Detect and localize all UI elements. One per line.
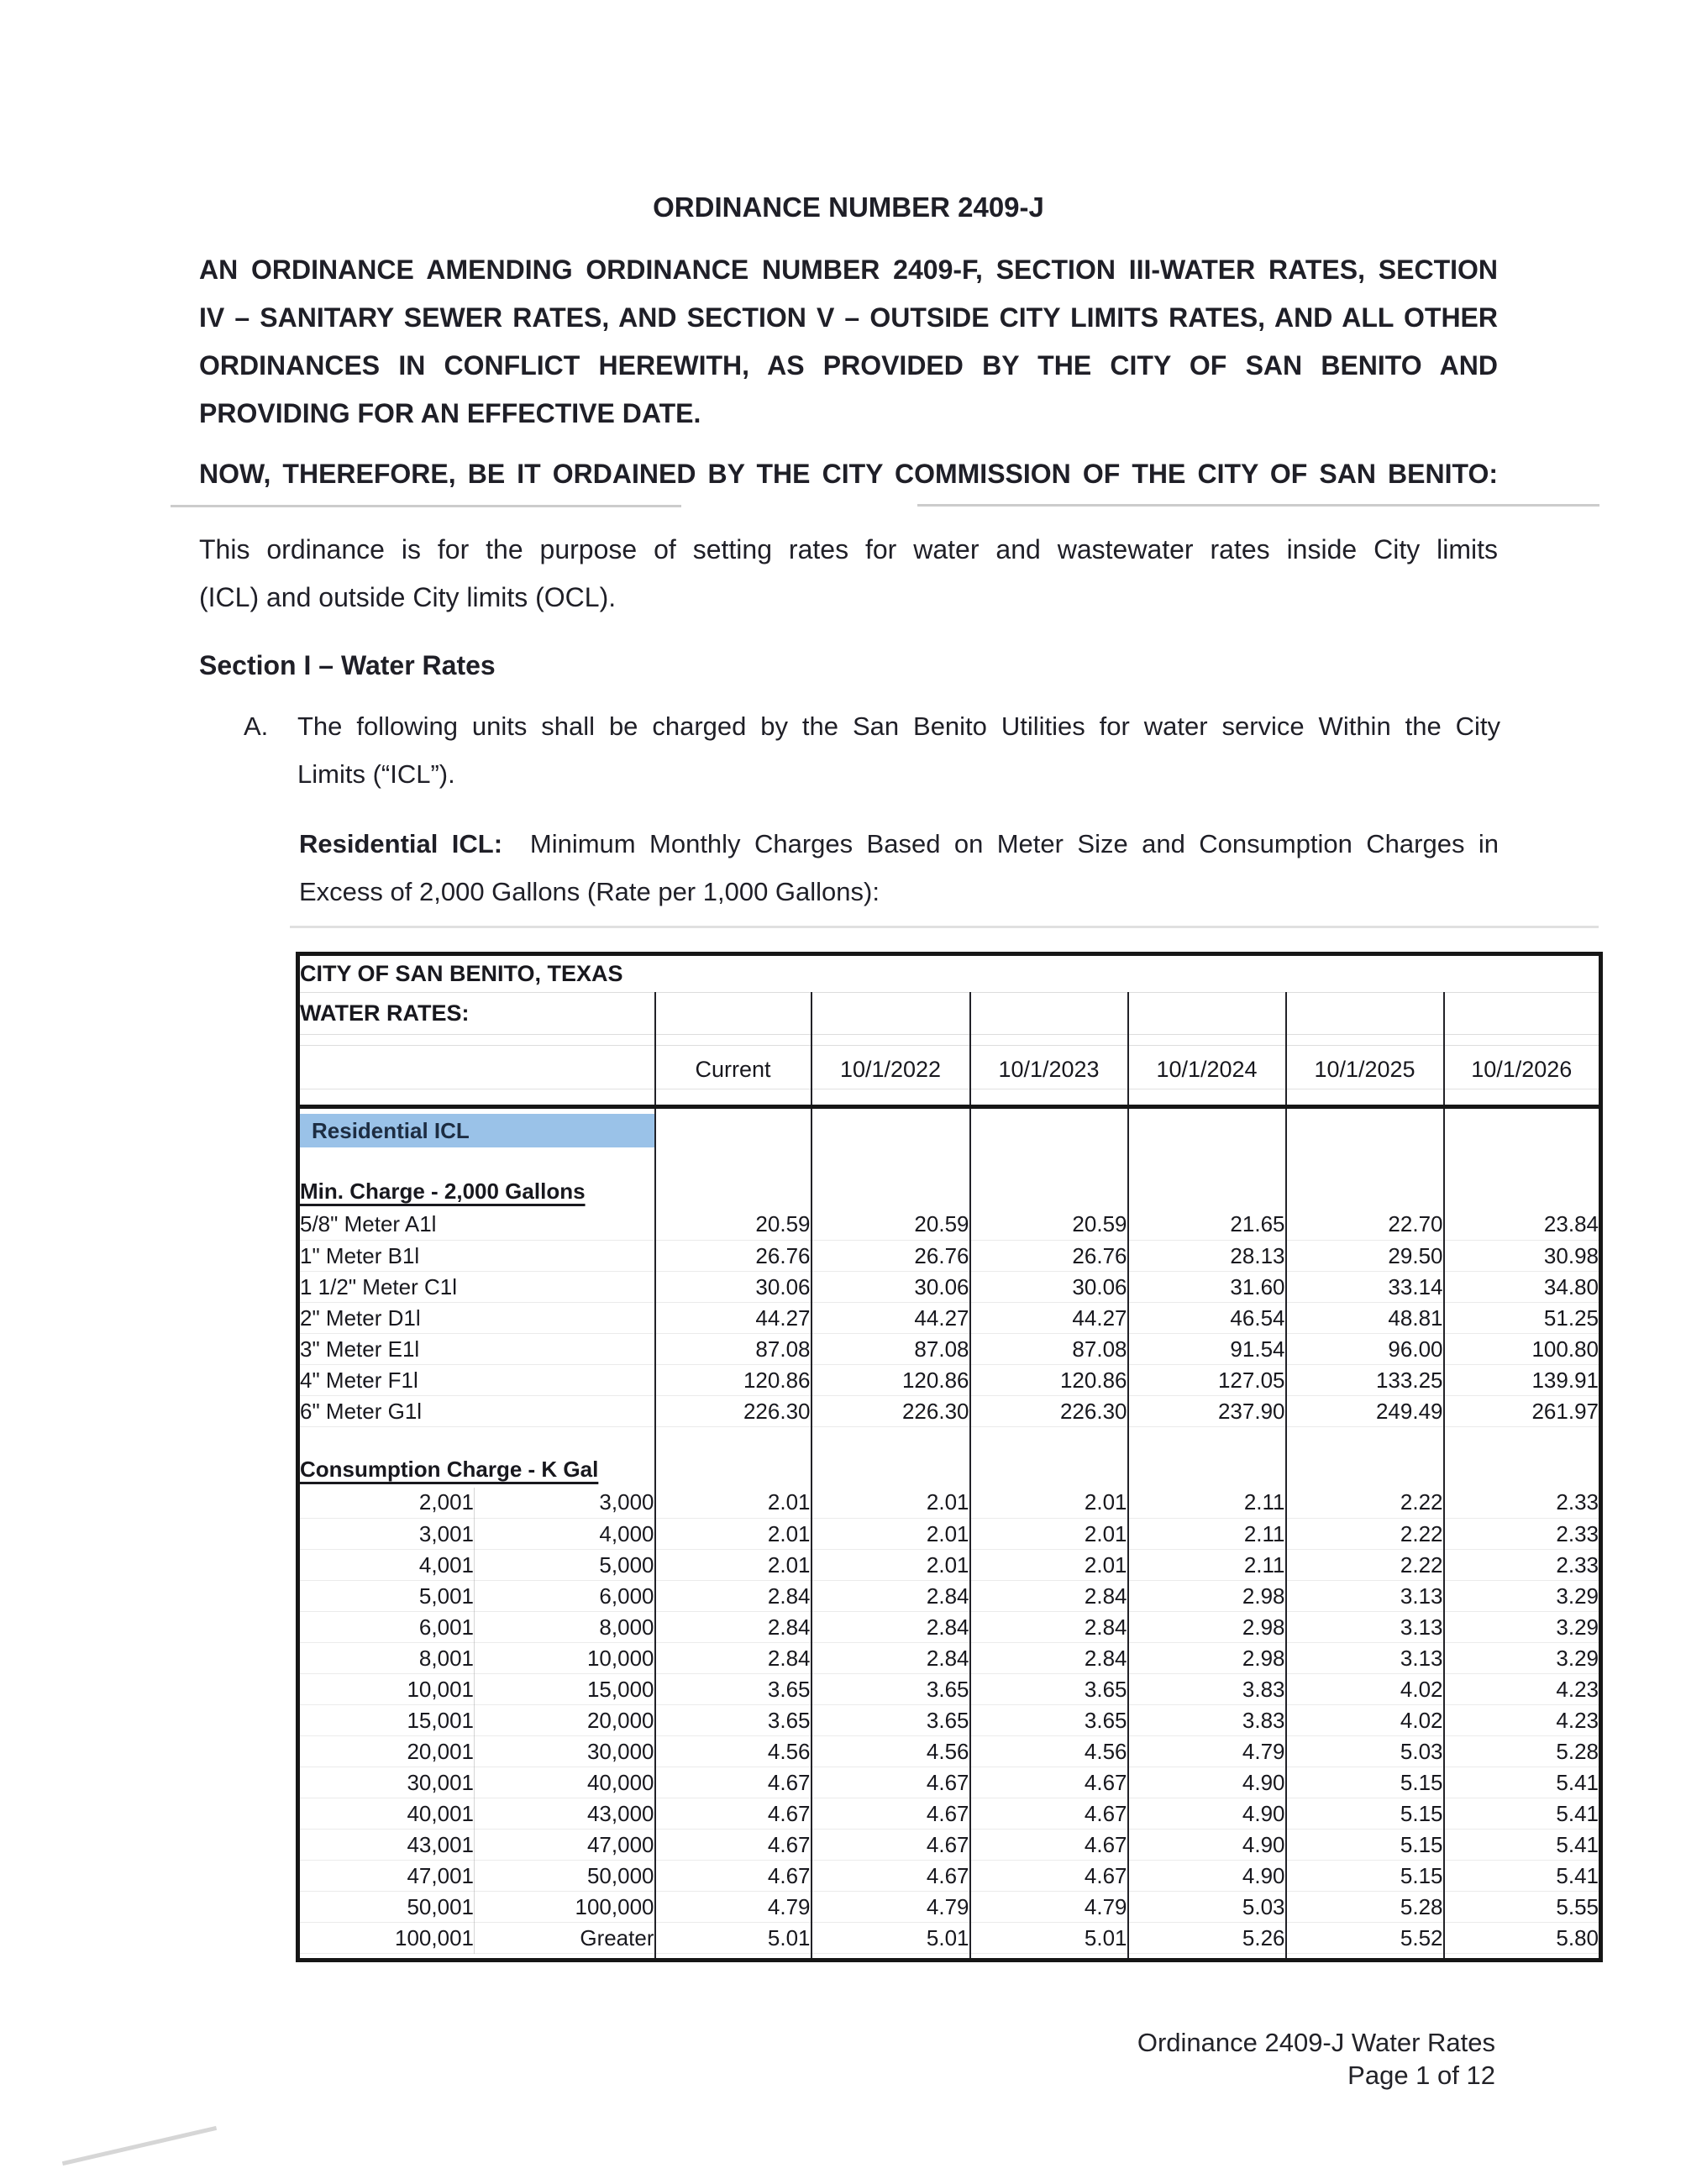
meter-rate-row <box>298 1334 1601 1365</box>
rate-value: 5.01 <box>811 1923 970 1954</box>
rate-value: 3.65 <box>811 1705 970 1736</box>
residential-intro <box>299 820 1499 916</box>
table-subtitle-row <box>298 993 1601 1035</box>
table-org-label: CITY OF SAN BENITO, TEXAS <box>298 954 655 993</box>
rate-value: 5.15 <box>1286 1798 1444 1830</box>
spacer-row <box>298 1152 1601 1174</box>
purpose-line: This ordinance is for the purpose of setting rates for water and wastewater rates inside City limits <box>199 534 1498 564</box>
range-from: 30,001 <box>298 1767 475 1798</box>
rate-value: 51.25 <box>1444 1303 1601 1334</box>
rate-value: 44.27 <box>970 1303 1128 1334</box>
rate-value: 87.08 <box>970 1334 1128 1365</box>
range-to: 30,000 <box>475 1736 655 1767</box>
consumption-rate-row <box>298 1581 1601 1612</box>
rate-value: 3.13 <box>1286 1581 1444 1612</box>
rate-value: 87.08 <box>811 1334 970 1365</box>
meter-rate-row <box>298 1396 1601 1427</box>
rate-value: 2.33 <box>1444 1519 1601 1550</box>
rate-value: 4.79 <box>970 1892 1128 1923</box>
rate-value: 249.49 <box>1286 1396 1444 1427</box>
item-a <box>244 702 1500 798</box>
min-charge-body <box>298 1210 1601 1427</box>
rate-value: 2.22 <box>1286 1488 1444 1519</box>
range-from: 100,001 <box>298 1923 475 1954</box>
rate-value: 5.03 <box>1286 1736 1444 1767</box>
rate-value: 26.76 <box>970 1241 1128 1272</box>
rate-value: 2.98 <box>1128 1581 1286 1612</box>
rate-value: 21.65 <box>1128 1210 1286 1241</box>
rate-value: 261.97 <box>1444 1396 1601 1427</box>
meter-size-label: 3" Meter E1l <box>298 1334 655 1365</box>
rate-value: 2.84 <box>655 1643 811 1674</box>
consumption-rate-row <box>298 1767 1601 1798</box>
range-from: 2,001 <box>298 1488 475 1519</box>
range-to: 15,000 <box>475 1674 655 1705</box>
range-to: 6,000 <box>475 1581 655 1612</box>
rate-value: 3.65 <box>970 1705 1128 1736</box>
rate-value: 2.01 <box>811 1488 970 1519</box>
consumption-rate-row <box>298 1892 1601 1923</box>
range-to: 50,000 <box>475 1861 655 1892</box>
range-from: 15,001 <box>298 1705 475 1736</box>
preamble-line: PROVIDING FOR AN EFFECTIVE DATE. <box>199 398 701 428</box>
consumption-heading-row <box>298 1452 1601 1488</box>
rate-value: 2.11 <box>1128 1519 1286 1550</box>
rate-value: 4.79 <box>655 1892 811 1923</box>
rate-value: 2.01 <box>655 1519 811 1550</box>
rate-value: 5.41 <box>1444 1767 1601 1798</box>
scan-smudge <box>62 2126 217 2166</box>
range-to: 20,000 <box>475 1705 655 1736</box>
rate-value: 4.02 <box>1286 1705 1444 1736</box>
consumption-rate-row <box>298 1550 1601 1581</box>
column-header-2025: 10/1/2025 <box>1286 1035 1444 1107</box>
rate-value: 44.27 <box>811 1303 970 1334</box>
preamble-line: AN ORDINANCE AMENDING ORDINANCE NUMBER 2409-F, SECTION III-WATER RATES, SECTION <box>199 255 1498 285</box>
rate-value: 5.28 <box>1286 1892 1444 1923</box>
meter-size-label: 4" Meter F1l <box>298 1365 655 1396</box>
rate-value: 3.29 <box>1444 1643 1601 1674</box>
rate-value: 5.03 <box>1128 1892 1286 1923</box>
rate-value: 4.90 <box>1128 1830 1286 1861</box>
range-from: 47,001 <box>298 1861 475 1892</box>
meter-size-label: 2" Meter D1l <box>298 1303 655 1334</box>
rate-value: 5.52 <box>1286 1923 1444 1954</box>
rate-value: 5.55 <box>1444 1892 1601 1923</box>
range-to: 40,000 <box>475 1767 655 1798</box>
rate-value: 2.84 <box>811 1581 970 1612</box>
section-heading: Section I – Water Rates <box>199 650 496 680</box>
rate-value: 2.22 <box>1286 1550 1444 1581</box>
range-from: 6,001 <box>298 1612 475 1643</box>
rate-value: 30.98 <box>1444 1241 1601 1272</box>
rate-value: 3.65 <box>811 1674 970 1705</box>
rate-value: 2.84 <box>811 1643 970 1674</box>
rate-value: 96.00 <box>1286 1334 1444 1365</box>
rate-value: 3.13 <box>1286 1612 1444 1643</box>
spacer-row <box>298 1427 1601 1452</box>
meter-size-label: 6" Meter G1l <box>298 1396 655 1427</box>
rate-value: 4.67 <box>970 1830 1128 1861</box>
rate-value: 2.84 <box>970 1612 1128 1643</box>
rate-value: 2.84 <box>970 1581 1128 1612</box>
rate-value: 4.67 <box>655 1830 811 1861</box>
consumption-rate-row <box>298 1736 1601 1767</box>
table-org-row <box>298 954 1601 993</box>
preamble-line: ORDINANCES IN CONFLICT HEREWITH, AS PROVIDED BY THE CITY OF SAN BENITO AND <box>199 350 1498 381</box>
rate-value: 5.41 <box>1444 1798 1601 1830</box>
meter-rate-row <box>298 1241 1601 1272</box>
range-from: 50,001 <box>298 1892 475 1923</box>
rate-value: 4.67 <box>655 1798 811 1830</box>
rate-value: 3.65 <box>655 1674 811 1705</box>
rate-value: 2.01 <box>655 1488 811 1519</box>
range-to: 5,000 <box>475 1550 655 1581</box>
item-a-line: The following units shall be charged by the San Benito Utilities for water service Within the City <box>297 711 1500 741</box>
meter-rate-row <box>298 1303 1601 1334</box>
document-title: ORDINANCE NUMBER 2409-J <box>653 192 1044 223</box>
rate-value: 2.84 <box>655 1612 811 1643</box>
consumption-rate-row <box>298 1798 1601 1830</box>
water-rates-table <box>296 952 1603 1962</box>
footer-document-name: Ordinance 2409-J Water Rates <box>1137 2028 1495 2057</box>
rate-value: 2.01 <box>970 1519 1128 1550</box>
rate-value: 5.26 <box>1128 1923 1286 1954</box>
residential-icl-label: Residential ICL <box>300 1114 654 1147</box>
rate-value: 4.67 <box>655 1767 811 1798</box>
rate-value: 2.22 <box>1286 1519 1444 1550</box>
rate-value: 2.33 <box>1444 1550 1601 1581</box>
residential-intro-line2: Excess of 2,000 Gallons (Rate per 1,000 Gallons): <box>299 877 880 906</box>
rate-value: 5.28 <box>1444 1736 1601 1767</box>
rate-value: 2.84 <box>811 1612 970 1643</box>
rate-value: 2.84 <box>655 1581 811 1612</box>
rate-value: 33.14 <box>1286 1272 1444 1303</box>
ordained-clause <box>199 450 1498 498</box>
rate-value: 2.11 <box>1128 1488 1286 1519</box>
rate-value: 4.67 <box>811 1830 970 1861</box>
rate-value: 3.65 <box>970 1674 1128 1705</box>
rate-value: 5.15 <box>1286 1767 1444 1798</box>
rate-value: 26.76 <box>811 1241 970 1272</box>
rate-value: 120.86 <box>970 1365 1128 1396</box>
consumption-rate-row <box>298 1674 1601 1705</box>
item-a-marker: A. <box>244 711 269 741</box>
rate-value: 3.13 <box>1286 1643 1444 1674</box>
rate-value: 4.67 <box>970 1767 1128 1798</box>
consumption-rate-row <box>298 1861 1601 1892</box>
ordained-clause-line: NOW, THEREFORE, BE IT ORDAINED BY THE CITY COMMISSION OF THE CITY OF SAN BENITO: <box>199 459 1498 489</box>
range-to: 10,000 <box>475 1643 655 1674</box>
rate-value: 2.84 <box>970 1643 1128 1674</box>
column-header-row <box>298 1035 1601 1107</box>
rate-value: 3.29 <box>1444 1612 1601 1643</box>
purpose-line: (ICL) and outside City limits (OCL). <box>199 582 617 612</box>
rate-value: 4.56 <box>811 1736 970 1767</box>
meter-rate-row <box>298 1210 1601 1241</box>
range-to: 4,000 <box>475 1519 655 1550</box>
consumption-rate-row <box>298 1643 1601 1674</box>
range-from: 20,001 <box>298 1736 475 1767</box>
rate-value: 29.50 <box>1286 1241 1444 1272</box>
rate-value: 2.01 <box>655 1550 811 1581</box>
rate-value: 120.86 <box>655 1365 811 1396</box>
preamble-line: IV – SANITARY SEWER RATES, AND SECTION V – OUTSIDE CITY LIMITS RATES, AND ALL OTHER <box>199 302 1498 333</box>
table-subtitle-label: WATER RATES: <box>298 993 655 1035</box>
scan-streak <box>917 504 1599 507</box>
rate-value: 127.05 <box>1128 1365 1286 1396</box>
rate-value: 139.91 <box>1444 1365 1601 1396</box>
rate-value: 2.98 <box>1128 1612 1286 1643</box>
range-to: 8,000 <box>475 1612 655 1643</box>
column-header-2023: 10/1/2023 <box>970 1035 1128 1107</box>
rate-value: 30.06 <box>970 1272 1128 1303</box>
item-a-text <box>297 702 1500 798</box>
range-from: 40,001 <box>298 1798 475 1830</box>
rate-value: 5.01 <box>655 1923 811 1954</box>
rate-value: 46.54 <box>1128 1303 1286 1334</box>
table-mid-body <box>298 1427 1601 1488</box>
consumption-rate-row <box>298 1488 1601 1519</box>
rate-value: 5.41 <box>1444 1861 1601 1892</box>
rate-value: 4.23 <box>1444 1674 1601 1705</box>
meter-size-label: 1" Meter B1l <box>298 1241 655 1272</box>
rate-value: 100.80 <box>1444 1334 1601 1365</box>
rate-value: 4.56 <box>970 1736 1128 1767</box>
page-footer <box>1137 2026 1495 2092</box>
table-bottom-body <box>298 1954 1601 1961</box>
residential-icl-section-row <box>298 1107 1601 1152</box>
consumption-rate-row <box>298 1830 1601 1861</box>
rate-value: 4.56 <box>655 1736 811 1767</box>
range-from: 3,001 <box>298 1519 475 1550</box>
rate-value: 30.06 <box>655 1272 811 1303</box>
meter-size-label: 1 1/2" Meter C1l <box>298 1272 655 1303</box>
rate-value: 2.98 <box>1128 1643 1286 1674</box>
footer-page-number: Page 1 of 12 <box>1347 2061 1495 2090</box>
rate-value: 20.59 <box>811 1210 970 1241</box>
rate-value: 3.65 <box>655 1705 811 1736</box>
rate-value: 4.90 <box>1128 1861 1286 1892</box>
consumption-rate-row <box>298 1612 1601 1643</box>
rate-value: 5.41 <box>1444 1830 1601 1861</box>
rate-value: 2.01 <box>811 1519 970 1550</box>
range-from: 5,001 <box>298 1581 475 1612</box>
range-to: 3,000 <box>475 1488 655 1519</box>
consumption-heading: Consumption Charge - K Gal <box>300 1457 599 1482</box>
rate-value: 4.23 <box>1444 1705 1601 1736</box>
scan-streak <box>171 505 681 507</box>
rate-value: 4.02 <box>1286 1674 1444 1705</box>
rate-value: 226.30 <box>970 1396 1128 1427</box>
rate-value: 28.13 <box>1128 1241 1286 1272</box>
rate-value: 31.60 <box>1128 1272 1286 1303</box>
rate-value: 3.83 <box>1128 1674 1286 1705</box>
rate-value: 226.30 <box>655 1396 811 1427</box>
range-to: Greater <box>475 1923 655 1954</box>
range-to: 100,000 <box>475 1892 655 1923</box>
column-header-2026: 10/1/2026 <box>1444 1035 1601 1107</box>
rate-value: 22.70 <box>1286 1210 1444 1241</box>
residential-intro-line1 <box>299 820 1499 868</box>
min-charge-heading: Min. Charge - 2,000 Gallons <box>300 1179 586 1204</box>
rate-value: 226.30 <box>811 1396 970 1427</box>
rate-value: 3.29 <box>1444 1581 1601 1612</box>
rate-value: 4.79 <box>811 1892 970 1923</box>
scan-streak <box>290 926 1599 928</box>
rate-value: 120.86 <box>811 1365 970 1396</box>
meter-size-label: 5/8" Meter A1l <box>298 1210 655 1241</box>
rate-value: 34.80 <box>1444 1272 1601 1303</box>
range-from: 8,001 <box>298 1643 475 1674</box>
rate-value: 5.15 <box>1286 1861 1444 1892</box>
meter-rate-row <box>298 1272 1601 1303</box>
consumption-rate-row <box>298 1519 1601 1550</box>
rate-value: 3.83 <box>1128 1705 1286 1736</box>
rate-value: 4.67 <box>970 1861 1128 1892</box>
rate-value: 2.01 <box>970 1550 1128 1581</box>
rate-value: 30.06 <box>811 1272 970 1303</box>
preamble-paragraph <box>199 246 1498 438</box>
rate-value: 20.59 <box>970 1210 1128 1241</box>
rate-value: 2.01 <box>970 1488 1128 1519</box>
rate-value: 133.25 <box>1286 1365 1444 1396</box>
rate-value: 4.67 <box>811 1798 970 1830</box>
meter-rate-row <box>298 1365 1601 1396</box>
rate-value: 4.67 <box>970 1798 1128 1830</box>
column-header-current: Current <box>655 1035 811 1107</box>
rate-value: 4.90 <box>1128 1767 1286 1798</box>
rate-value: 2.11 <box>1128 1550 1286 1581</box>
rate-value: 2.33 <box>1444 1488 1601 1519</box>
range-from: 43,001 <box>298 1830 475 1861</box>
column-header-2022: 10/1/2022 <box>811 1035 970 1107</box>
rate-value: 4.67 <box>655 1861 811 1892</box>
rate-value: 5.15 <box>1286 1830 1444 1861</box>
rate-value: 48.81 <box>1286 1303 1444 1334</box>
table-header-body <box>298 954 1601 1210</box>
range-from: 10,001 <box>298 1674 475 1705</box>
rate-value: 5.80 <box>1444 1923 1601 1954</box>
rate-value: 20.59 <box>655 1210 811 1241</box>
rate-value: 44.27 <box>655 1303 811 1334</box>
consumption-body <box>298 1488 1601 1954</box>
rate-value: 5.01 <box>970 1923 1128 1954</box>
rate-value: 4.90 <box>1128 1798 1286 1830</box>
rate-value: 4.67 <box>811 1767 970 1798</box>
rate-value: 23.84 <box>1444 1210 1601 1241</box>
rate-value: 4.79 <box>1128 1736 1286 1767</box>
consumption-rate-row <box>298 1705 1601 1736</box>
rate-value: 26.76 <box>655 1241 811 1272</box>
min-charge-heading-row <box>298 1174 1601 1210</box>
range-from: 4,001 <box>298 1550 475 1581</box>
rate-value: 2.01 <box>811 1550 970 1581</box>
rate-value: 91.54 <box>1128 1334 1286 1365</box>
residential-icl-inline-label: Residential ICL: <box>299 829 503 858</box>
range-to: 47,000 <box>475 1830 655 1861</box>
purpose-paragraph <box>199 526 1498 622</box>
rate-value: 4.67 <box>811 1861 970 1892</box>
spacer-row <box>298 1954 1601 1961</box>
consumption-rate-row <box>298 1923 1601 1954</box>
column-header-2024: 10/1/2024 <box>1128 1035 1286 1107</box>
rate-value: 87.08 <box>655 1334 811 1365</box>
item-a-line: Limits (“ICL”). <box>297 759 455 789</box>
residential-intro-rest: Minimum Monthly Charges Based on Meter Size and Consumption Charges in <box>502 829 1499 858</box>
range-to: 43,000 <box>475 1798 655 1830</box>
rate-value: 237.90 <box>1128 1396 1286 1427</box>
